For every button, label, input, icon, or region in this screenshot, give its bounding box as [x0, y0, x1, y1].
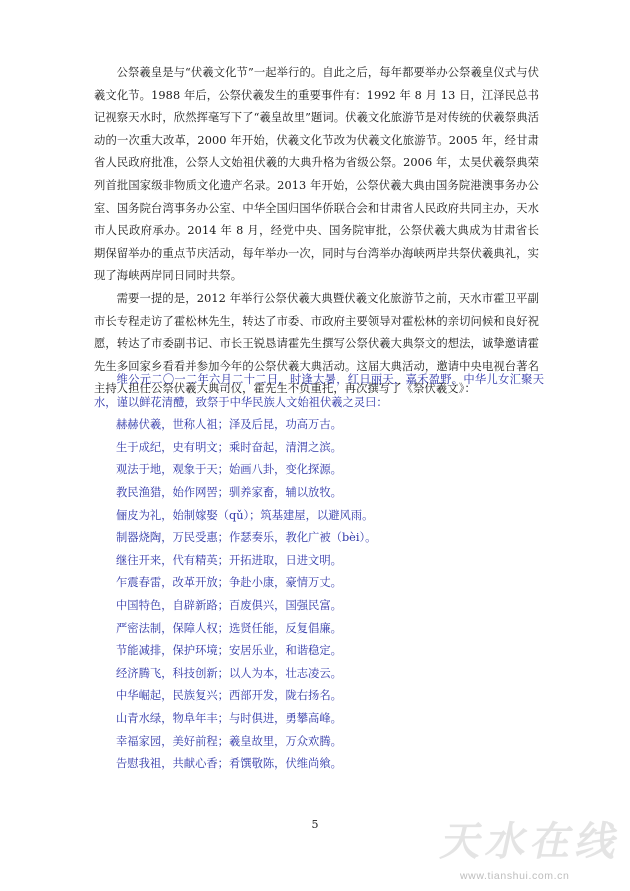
document-body: [94, 62, 539, 401]
poem-lines: [94, 414, 544, 776]
poem-line: 节能减排，保护环境；安居乐业，和谐稳定。: [116, 644, 342, 658]
watermark-logo-text: 天水在线: [437, 819, 627, 865]
poem-line: 告慰我祖，共献心香；肴馔敬陈，伏维尚飨。: [116, 757, 342, 771]
poem-line: 幸福家园，美好前程；羲皇故里，万众欢腾。: [116, 734, 342, 748]
poem-line: 继往开来，代有精英；开拓进取，日进文明。: [116, 553, 342, 567]
poem-line: 经济腾飞，科技创新；以人为本，壮志凌云。: [116, 666, 342, 680]
poem-line: 赫赫伏羲，世称人祖；泽及后昆，功高万古。: [116, 418, 342, 432]
sacrificial-poem: [94, 369, 544, 776]
paragraph: 需要一提的是，2012 年举行公祭伏羲大典暨伏羲文化旅游节之前，天水市霍卫平副市长专程走访了霍松林先生，转达了市委、市政府主要领导对霍松林的亲切问候和良好祝愿，转达了市委副书记、市长王锐恳请霍先生撰写公祭伏羲大典祭文的想法，诚挚邀请霍先生多回家乡看看并参加今年的公祭伏羲大典活动。这届大典活动，邀请中央电视台著名主持人担任公祭伏羲大典司仪，霍先生不负重托，再次撰写了《祭伏羲文》：: [94, 291, 539, 396]
poem-line: 乍震春雷，改革开放；争赴小康，豪情万丈。: [116, 576, 342, 590]
poem-line: 制器烧陶，万民受惠；作瑟奏乐，教化广被（bèi）。: [116, 531, 377, 545]
poem-line: 中华崛起，民族复兴；西部开发，陇右扬名。: [116, 689, 342, 703]
poem-intro: 维公元二〇一二年六月二十二日，时逢大暑，红日丽天，嘉禾盈野。中华儿女汇聚天水，谨以鲜花清醴，致祭于中华民族人文始祖伏羲之灵曰：: [94, 373, 544, 409]
poem-line: 山青水绿，物阜年丰；与时俱进，勇攀高峰。: [116, 711, 342, 725]
poem-line: 严密法制，保障人权；选贤任能，反复倡廉。: [116, 621, 342, 635]
poem-line: 中国特色，自辟新路；百废俱兴，国强民富。: [116, 598, 342, 612]
poem-line: 生于成纪，史有明文；乘时奋起，清渭之滨。: [116, 440, 342, 454]
watermark-url: www.tianshui.com.cn: [460, 870, 570, 882]
paragraph: 公祭羲皇是与“伏羲文化节”一起举行的。自此之后，每年都要举办公祭羲皇仪式与伏羲文化节。1988 年后，公祭伏羲发生的重要事件有：1992 年 8 月 13 日，江泽民总书记视察天水时，欣然挥毫写下了“羲皇故里”题词。伏羲文化旅游节是对传统的伏羲祭典活动的一次重大改革，2000 年开始，伏羲文化节改为伏羲文化旅游节。2005 年，经甘肃省人民政府批准，公祭人文始祖伏羲的大典升格为省级公祭。2006 年，太昊伏羲祭典荣列首批国家级非物质文化遗产名录。2013 年开始，公祭伏羲大典由国务院港澳事务办公室、国务院台湾事务办公室、中华全国归国华侨联合会和甘肃省人民政府共同主办，天水市人民政府承办。2014 年 8 月，经党中央、国务院审批，公祭伏羲大典成为甘肃省长期保留举办的重点节庆活动，每年举办一次，同时与台湾举办海峡两岸共祭伏羲典礼，实现了海峡两岸同日同时共祭。: [94, 66, 539, 283]
poem-line: 俪皮为礼，始制嫁娶（qǔ）；筑基建屋，以避风雨。: [116, 508, 374, 522]
poem-line: 教民渔猎，始作网罟；驯养家畜，辅以放牧。: [116, 485, 342, 499]
poem-line: 观法于地，观象于天；始画八卦，变化探源。: [116, 463, 342, 477]
page-number: 5: [311, 818, 319, 831]
